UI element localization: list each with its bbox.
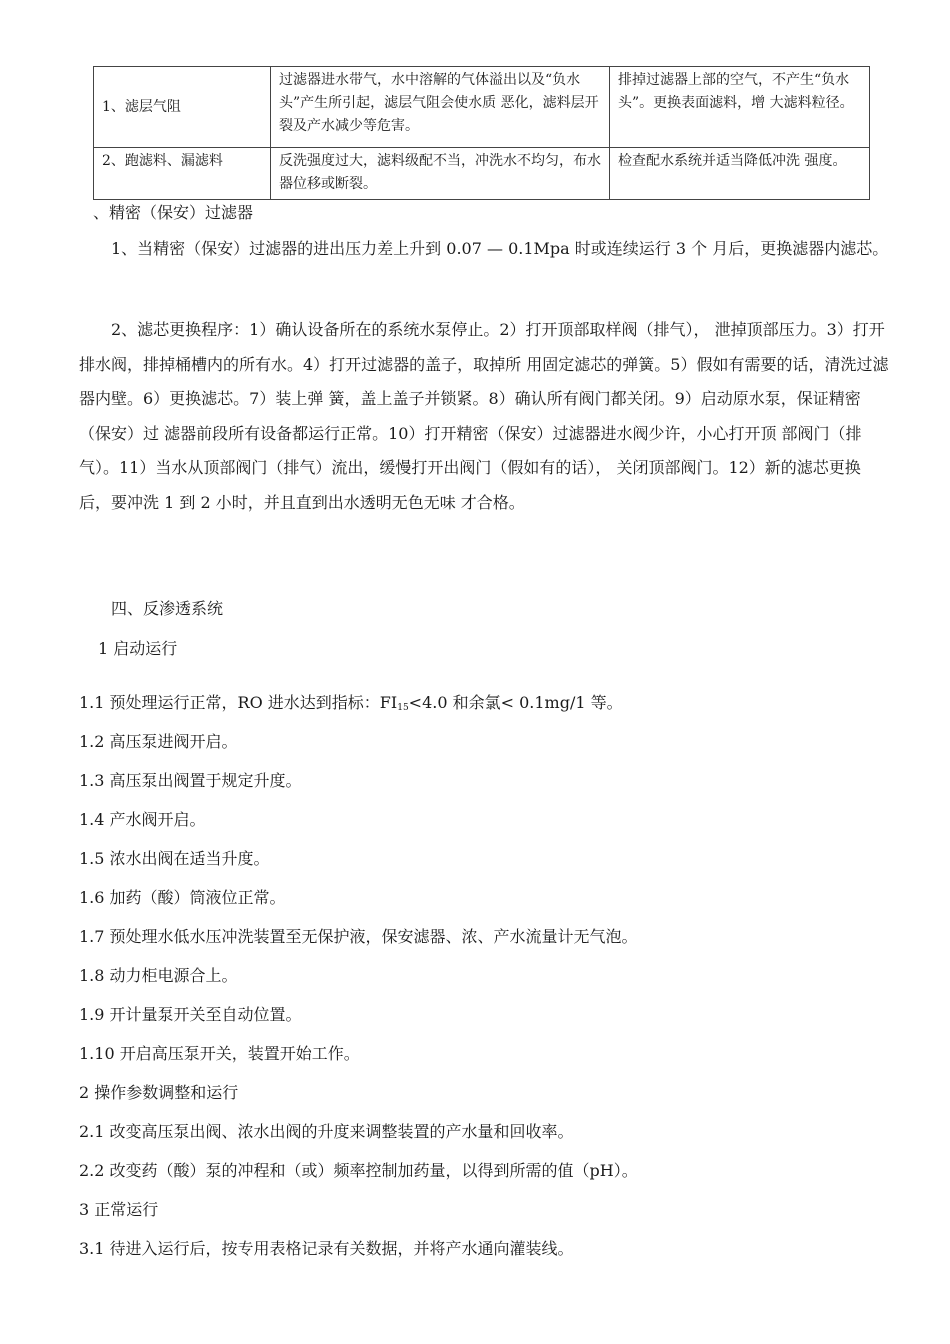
- subsection-heading-normal-operation: 3 正常运行: [79, 1200, 159, 1219]
- item-text: 1.1 预处理运行正常，RO 进水达到指标：FI: [79, 693, 398, 712]
- cause-cell: 过滤器进水带气，水中溶解的气体溢出以及“负水头”产生所引起，滤层气阻会使水质 恶化，滤料层开裂及产水减少等危害。: [271, 67, 610, 148]
- problem-cell: 2、跑滤料、漏滤料: [94, 148, 271, 200]
- table-row: [94, 67, 870, 148]
- list-item: 2.1 改变高压泵出阀、浓水出阀的升度来调整装置的产水量和回收率。: [79, 1122, 574, 1141]
- paragraph-filter-replacement: 1、当精密（保安）过滤器的进出压力差上升到 0.07 — 0.1Mpa 时或连续运行 3 个 月后，更换滤器内滤芯。: [111, 239, 889, 258]
- section-heading-precision-filter: 、精密（保安）过滤器: [93, 203, 254, 222]
- list-item: 1.7 预处理水低水压冲洗装置至无保护液，保安滤器、浓、产水流量计无气泡。: [79, 927, 638, 946]
- solution-cell: 检查配水系统并适当降低冲洗 强度。: [610, 148, 870, 200]
- list-item: 1.6 加药（酸）筒液位正常。: [79, 888, 286, 907]
- item-text: <4.0 和余氯< 0.1mg/1 等。: [408, 693, 623, 712]
- paragraph-replacement-procedure: 2、滤芯更换程序：1）确认设备所在的系统水泵停止。2）打开顶部取样阀（排气）， 泄掉顶部压力。3）打开排水阀，排掉桶槽内的所有水。4）打开过滤器的盖子，取掉所 用固定滤芯的弹簧。5）假如有需要的话，清洗过滤器内壁。6）更换滤芯。7）装上弹 簧，盖上盖子并锁紧。8）确认所有阀门都关闭。9）启动原水泵，保证精密（保安）过 滤器前段所有设备都运行正常。10）打开精密（保安）过滤器进水阀少许，小心打开顶 部阀门（排气）。11）当水从顶部阀门（排气）流出，缓慢打开出阀门（假如有的话）， 关闭顶部阀门。12）新的滤芯更换后，要冲洗 1 到 2 小时，并且直到出水透明无色无味 才合格。: [79, 320, 889, 512]
- subsection-heading-startup: 1 启动运行: [98, 639, 178, 658]
- list-item: 1.9 开计量泵开关至自动位置。: [79, 1005, 302, 1024]
- subscript-text: 15: [397, 703, 409, 713]
- list-item: 1.3 高压泵出阀置于规定升度。: [79, 771, 302, 790]
- section-heading-ro-system: 四、反渗透系统: [111, 599, 224, 618]
- list-item: 1.5 浓水出阀在适当升度。: [79, 849, 270, 868]
- solution-cell: 排掉过滤器上部的空气，不产生“负水头”。更换表面滤料，增 大滤料粒径。: [610, 67, 870, 148]
- list-item: [79, 690, 623, 713]
- subsection-heading-parameters: 2 操作参数调整和运行: [79, 1083, 239, 1102]
- troubleshooting-table: [93, 66, 870, 200]
- list-item: 1.8 动力柜电源合上。: [79, 966, 238, 985]
- table-row: [94, 148, 870, 200]
- list-item: 1.2 高压泵进阀开启。: [79, 732, 238, 751]
- list-item: 3.1 待进入运行后，按专用表格记录有关数据，并将产水通向灌装线。: [79, 1239, 574, 1258]
- list-item: 2.2 改变药（酸）泵的冲程和（或）频率控制加药量，以得到所需的值（pH）。: [79, 1161, 638, 1180]
- problem-cell: 1、滤层气阻: [94, 67, 271, 148]
- list-item: 1.10 开启高压泵开关，装置开始工作。: [79, 1044, 360, 1063]
- list-item: 1.4 产水阀开启。: [79, 810, 206, 829]
- cause-cell: 反洗强度过大，滤料级配不当，冲洗水不均匀，布水器位移或断裂。: [271, 148, 610, 200]
